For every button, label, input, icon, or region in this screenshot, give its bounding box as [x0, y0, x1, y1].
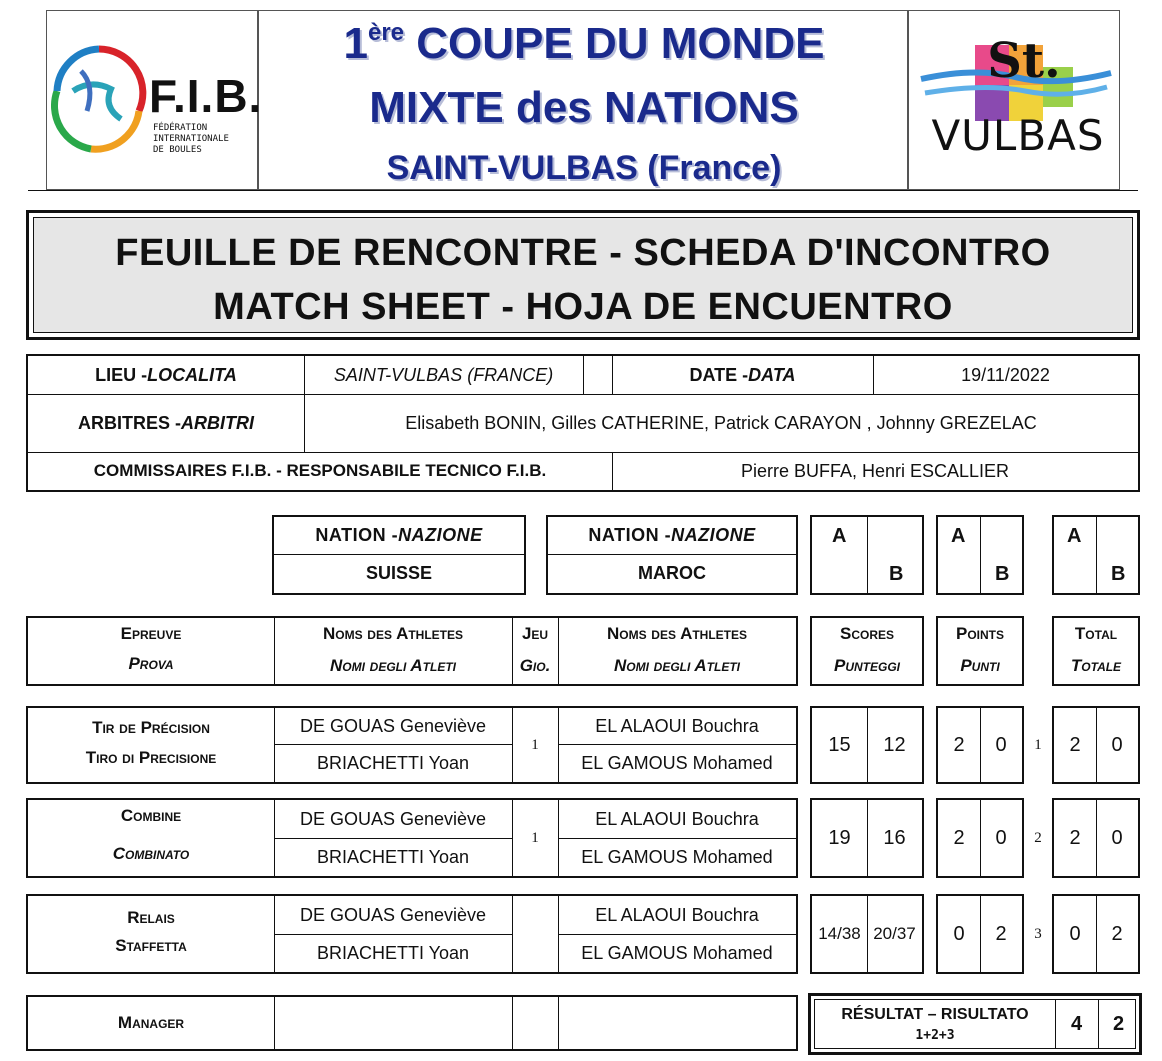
points-b-label: B	[995, 563, 1010, 585]
score-b: 20/37	[873, 924, 916, 943]
manager-row	[26, 995, 798, 1051]
nation-a-box	[272, 515, 526, 595]
col-points: Points	[955, 624, 1004, 643]
total-ab-header	[1052, 515, 1140, 595]
team-b-player: EL GAMOUS Mohamed	[581, 942, 773, 963]
commissaires-label: COMMISSAIRES F.I.B. - RESPONSABILE TECNICO F.I.B.	[93, 461, 547, 480]
points-box	[936, 894, 1024, 974]
total-box	[1052, 798, 1140, 878]
total-a: 0	[1069, 922, 1081, 945]
col-totale: Totale	[1070, 656, 1122, 675]
points-b: 0	[995, 826, 1007, 849]
event-index: 1	[1034, 736, 1042, 753]
total-box	[1052, 706, 1140, 784]
team-b-player: EL ALAOUI Bouchra	[595, 715, 759, 736]
total-a: 2	[1069, 733, 1081, 756]
fib-logo-line1: FÉDÉRATION	[153, 123, 208, 133]
fib-logo	[46, 10, 263, 190]
points-a: 0	[953, 922, 965, 945]
header	[28, 8, 1138, 192]
team-a-player: DE GOUAS Geneviève	[299, 808, 487, 829]
fib-emblem-icon	[51, 41, 147, 161]
event-title	[258, 10, 908, 190]
arbitres-label: ARBITRES - ARBITRI	[78, 412, 254, 433]
col-total-box	[1052, 616, 1140, 686]
info-table	[26, 354, 1140, 492]
date-label: DATE - DATA	[689, 364, 796, 385]
lieu-label: LIEU - LOCALITA	[95, 364, 237, 385]
commissaires-value: Pierre BUFFA, Henri ESCALLIER	[740, 460, 1010, 481]
col-epreuve: Epreuve	[120, 624, 182, 643]
sheet-title-line1: FEUILLE DE RENCONTRE - SCHEDA D'INCONTRO	[115, 232, 1051, 274]
result-formula: 1+2+3	[915, 1028, 955, 1043]
vulbas-logo-top: St.	[987, 33, 1061, 89]
col-nomi-b: Nomi degli Atleti	[613, 656, 741, 675]
title-line1	[259, 19, 909, 69]
column-headers	[26, 616, 798, 686]
result-total-a: 4	[1070, 1013, 1083, 1035]
nation-b-label: NATION - NAZIONE	[588, 525, 756, 545]
nation-b-box	[546, 515, 798, 595]
team-a-player: BRIACHETTI Yoan	[316, 846, 470, 867]
arbitres-value: Elisabeth BONIN, Gilles CATHERINE, Patrick CARAYON , Johnny GREZELAC	[405, 412, 1037, 433]
total-box	[1052, 894, 1140, 974]
points-a: 2	[953, 826, 965, 849]
score-b: 12	[883, 733, 906, 756]
title-num: 1	[343, 19, 368, 68]
fib-logo-abbr: F.I.B.	[149, 70, 263, 122]
event-name-fr: Combine	[120, 806, 182, 825]
lieu-value: SAINT-VULBAS (FRANCE)	[333, 364, 554, 385]
jeu-value: 1	[531, 829, 539, 846]
event-index: 3	[1034, 925, 1042, 942]
total-b: 2	[1111, 922, 1123, 945]
title-line3: SAINT-VULBAS (France)	[386, 149, 782, 187]
team-a-player: BRIACHETTI Yoan	[316, 752, 470, 773]
col-scores: Scores	[839, 624, 894, 643]
total-b: 0	[1111, 733, 1123, 756]
col-noms-b: Noms des Athletes	[606, 624, 748, 643]
date-value: 19/11/2022	[961, 364, 1050, 385]
total-b-label: B	[1111, 563, 1126, 585]
col-noms-a: Noms des Athletes	[322, 624, 464, 643]
points-box	[936, 798, 1024, 878]
event-name-it: Staffetta	[115, 936, 187, 955]
total-b: 0	[1111, 826, 1123, 849]
team-b-player: EL GAMOUS Mohamed	[581, 846, 773, 867]
team-b-player: EL ALAOUI Bouchra	[595, 904, 759, 925]
result-total-b: 2	[1112, 1013, 1125, 1035]
event-row	[26, 894, 798, 974]
col-punteggi: Punteggi	[833, 656, 900, 675]
event-index: 2	[1034, 829, 1042, 846]
points-ab-header	[936, 515, 1024, 595]
col-punti: Punti	[960, 656, 1000, 675]
total-a: 2	[1069, 826, 1081, 849]
nation-a-label: NATION - NAZIONE	[315, 525, 483, 545]
col-prova: Prova	[128, 654, 174, 673]
score-a: 14/38	[818, 924, 861, 943]
col-scores-box	[810, 616, 924, 686]
sheet-title-line2: MATCH SHEET - HOJA DE ENCUENTRO	[213, 286, 953, 328]
event-row	[26, 798, 798, 878]
team-b-player: EL ALAOUI Bouchra	[595, 808, 759, 829]
score-a: 19	[828, 826, 851, 849]
scores-a-label: A	[832, 525, 847, 547]
fib-logo-line3: DE BOULES	[153, 145, 202, 155]
col-points-box	[936, 616, 1024, 686]
col-total: Total	[1074, 624, 1118, 643]
team-a-player: DE GOUAS Geneviève	[299, 904, 487, 925]
title-line1-rest: COUPE DU MONDE	[416, 19, 825, 68]
result-box	[808, 993, 1142, 1055]
manager-label: Manager	[117, 1013, 185, 1032]
score-box	[810, 894, 924, 974]
nation-a-value: SUISSE	[365, 563, 433, 583]
team-a-player: DE GOUAS Geneviève	[299, 715, 487, 736]
scores-b-label: B	[889, 563, 904, 585]
score-a: 15	[828, 733, 851, 756]
points-box	[936, 706, 1024, 784]
jeu-value: 1	[531, 736, 539, 753]
nation-b-value: MAROC	[638, 563, 706, 583]
col-jeu: Jeu	[521, 624, 549, 643]
total-a-label: A	[1067, 525, 1082, 547]
score-box	[810, 798, 924, 878]
event-name-fr: Tir de Précision	[92, 718, 210, 737]
result-label: RÉSULTAT – RISULTATO	[841, 1006, 1029, 1023]
points-b: 0	[995, 733, 1007, 756]
score-box	[810, 706, 924, 784]
score-b: 16	[883, 826, 906, 849]
title-line2: MIXTE des NATIONS	[369, 83, 799, 132]
points-a: 2	[953, 733, 965, 756]
event-name-it: Combinato	[112, 844, 190, 863]
title-sup: ère	[367, 19, 405, 46]
col-nomi-a: Nomi degli Atleti	[329, 656, 457, 675]
scores-ab-header	[810, 515, 924, 595]
col-gio: Gio.	[519, 656, 551, 675]
points-a-label: A	[951, 525, 966, 547]
fib-logo-line2: INTERNATIONALE	[153, 134, 229, 144]
team-a-player: BRIACHETTI Yoan	[316, 942, 470, 963]
points-b: 2	[995, 922, 1007, 945]
event-name-it: Tiro di Precisione	[85, 748, 217, 767]
event-row	[26, 706, 798, 784]
sheet-title	[26, 210, 1140, 340]
jeu-value	[512, 896, 558, 972]
saint-vulbas-logo	[908, 10, 1120, 190]
team-b-player: EL GAMOUS Mohamed	[581, 752, 773, 773]
event-name-fr: Relais	[127, 908, 175, 927]
vulbas-logo-bottom: VULBAS	[931, 111, 1105, 160]
